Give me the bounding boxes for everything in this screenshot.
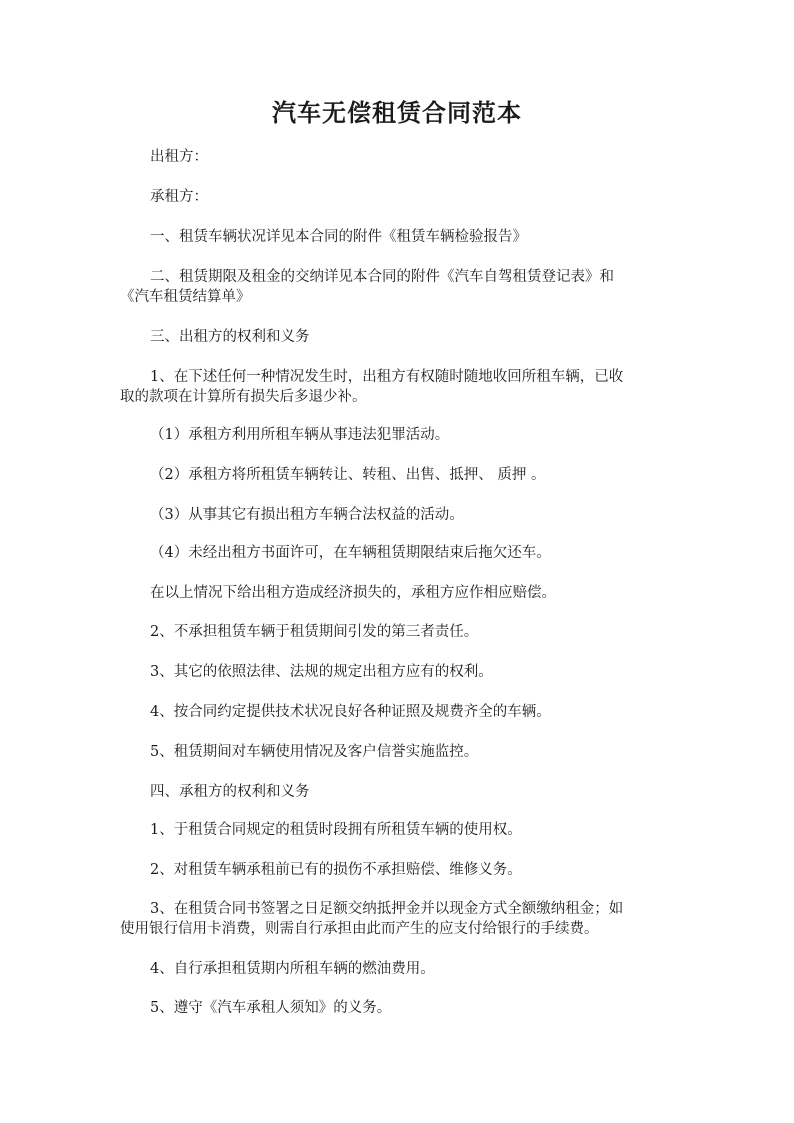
paragraph-line: 2、对租赁车辆承租前已有的损伤不承担赔偿、维修义务。 [150,862,522,878]
paragraph-line: 1、于租赁合同规定的租赁时段拥有所租赁车辆的使用权。 [150,822,522,838]
paragraph [120,860,640,880]
paragraph-line: 一、租赁车辆状况详见本合同的附件《租赁车辆检验报告》 [150,229,527,245]
paragraph-line: 二、租赁期限及租金的交纳详见本合同的附件《汽车自驾租赁登记表》和 [150,269,614,285]
paragraph-line: 3、在租赁合同书签署之日足额交纳抵押金并以现金方式全额缴纳租金；如 [150,901,624,917]
paragraph-line: 4、按合同约定提供技术状况良好各种证照及规费齐全的车辆。 [150,704,551,720]
paragraph-line: （4）未经出租方书面许可，在车辆租赁期限结束后拖欠还车。 [150,545,551,561]
paragraph-line: 4、自行承担租赁期内所租车辆的燃油费用。 [150,961,435,977]
paragraph [120,899,640,939]
paragraph [120,583,640,603]
paragraph [120,147,640,167]
paragraph-line: 三、出租方的权利和义务 [150,329,310,345]
paragraph [120,622,640,642]
paragraph-line: （1）承租方利用所租车辆从事违法犯罪活动。 [150,427,450,443]
paragraph [120,465,640,485]
paragraph [120,959,640,979]
paragraph [120,327,640,347]
paragraph-line: （3）从事其它有损出租方车辆合法权益的活动。 [150,507,464,523]
paragraph-line: 1、在下述任何一种情况发生时，出租方有权随时随地收回所租车辆，已收 [150,369,624,385]
paragraph-line: 出租方： [150,149,208,165]
paragraph [120,820,640,840]
paragraph [120,782,640,802]
paragraph-line: 使用银行信用卡消费，则需自行承担由此而产生的应支付给银行的手续费。 [120,921,599,937]
paragraph [120,702,640,722]
paragraph-line: 5、遵守《汽车承租人须知》的义务。 [150,1000,392,1016]
paragraph-line: 《汽车租赁结算单》 [120,289,251,305]
paragraph [120,367,640,407]
paragraph-line: （2）承租方将所租赁车辆转让、转租、出售、抵押、 质押 。 [150,467,546,483]
paragraph-line: 3、其它的依照法律、法规的规定出租方应有的权利。 [150,664,493,680]
paragraph [120,662,640,682]
paragraph [120,543,640,563]
paragraph [120,425,640,445]
paragraph [120,742,640,762]
paragraph-line: 2、不承担租赁车辆于租赁期间引发的第三者责任。 [150,624,479,640]
paragraph-line: 承租方： [150,189,208,205]
paragraph [120,998,640,1018]
paragraph [120,227,640,247]
paragraph [120,505,640,525]
paragraph-line: 四、承租方的权利和义务 [150,784,310,800]
paragraph [120,267,640,307]
paragraph-line: 取的款项在计算所有损失后多退少补。 [120,389,367,405]
paragraph [120,187,640,207]
paragraph-line: 5、租赁期间对车辆使用情况及客户信誉实施监控。 [150,744,479,760]
document-title: 汽车无偿租赁合同范本 [272,98,522,127]
paragraph-line: 在以上情况下给出租方造成经济损失的，承租方应作相应赔偿。 [150,585,556,601]
